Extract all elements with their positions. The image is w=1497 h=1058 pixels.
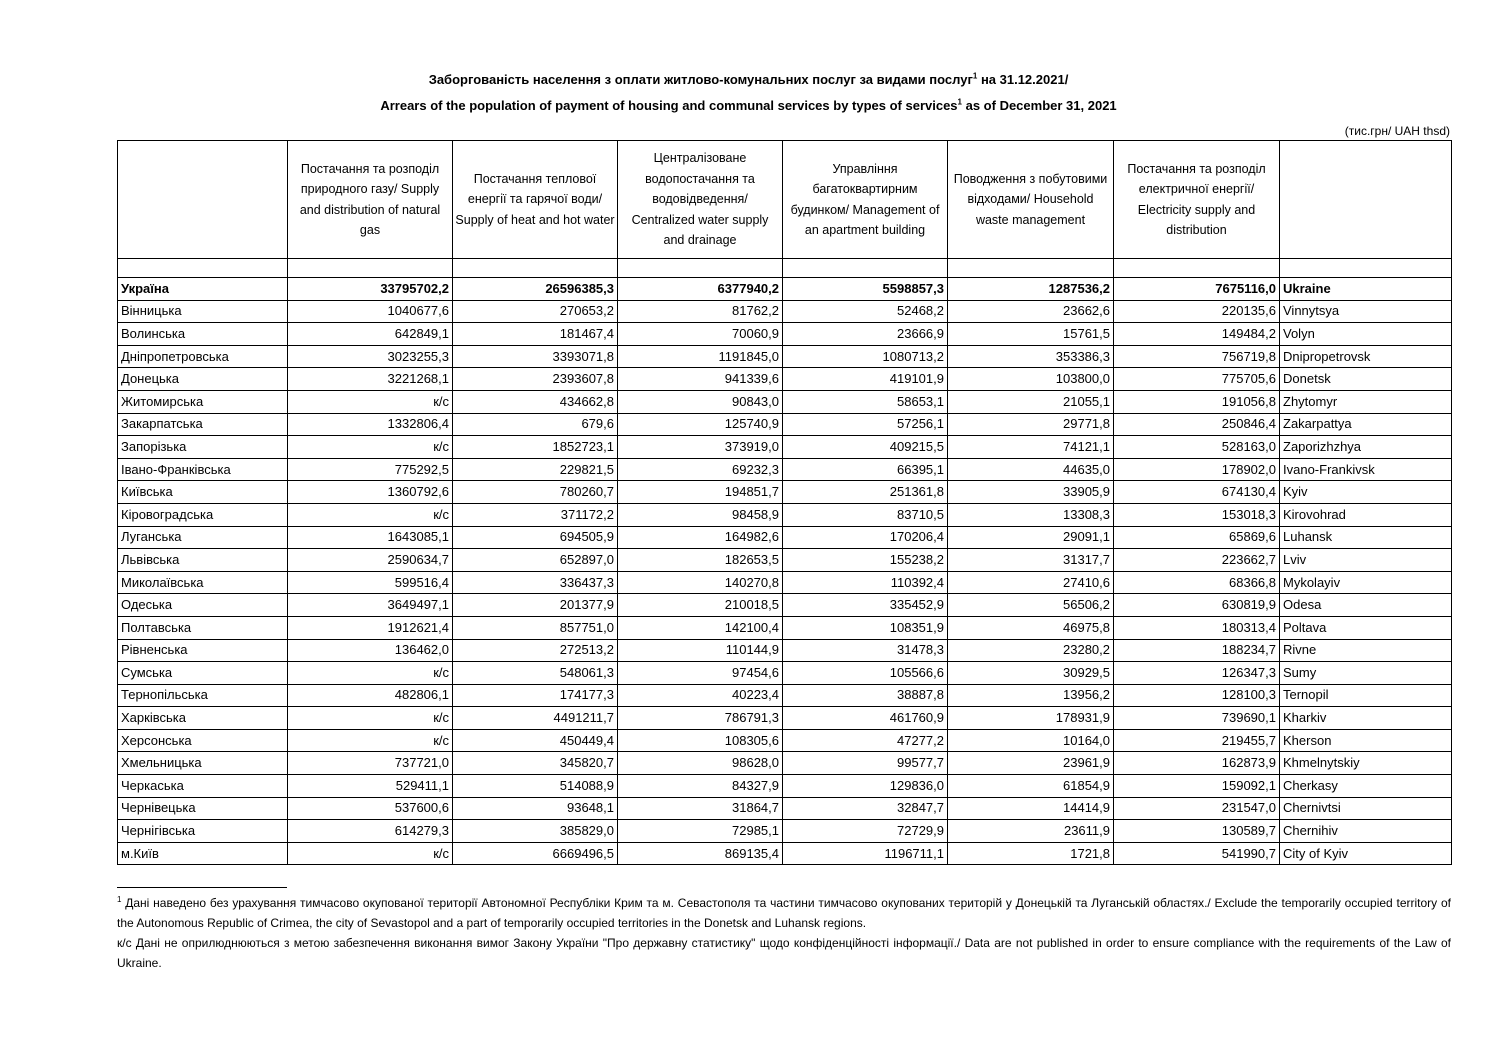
value-cell: 786791,3	[618, 707, 783, 730]
value-cell: 482806,1	[288, 684, 453, 707]
region-name-en: Khmelnytskiy	[1280, 752, 1452, 775]
region-name-uk: Київська	[118, 481, 288, 504]
region-name-en: Chernihiv	[1280, 820, 1452, 843]
value-cell: 149484,2	[1114, 323, 1280, 346]
value-cell: 7675116,0	[1114, 278, 1280, 301]
region-name-en: Ternopil	[1280, 684, 1452, 707]
value-cell: 57256,1	[783, 413, 948, 436]
value-cell: 4491211,7	[453, 707, 618, 730]
value-cell: 29771,8	[948, 413, 1114, 436]
value-cell: 29091,1	[948, 526, 1114, 549]
value-cell: 142100,4	[618, 616, 783, 639]
value-cell: 140270,8	[618, 571, 783, 594]
table-row	[118, 549, 1452, 572]
value-cell: 434662,8	[453, 390, 618, 413]
column-header: Поводження з побутовими відходами/ Household waste management	[948, 141, 1114, 259]
value-cell: 251361,8	[783, 481, 948, 504]
value-cell: 130589,7	[1114, 820, 1280, 843]
value-cell: 98628,0	[618, 752, 783, 775]
region-name-en: Kherson	[1280, 729, 1452, 752]
region-name-en: Dnipropetrovsk	[1280, 345, 1452, 368]
value-cell: 679,6	[453, 413, 618, 436]
value-cell: 136462,0	[288, 639, 453, 662]
table-row	[118, 323, 1452, 346]
table-row	[118, 752, 1452, 775]
table-row	[118, 571, 1452, 594]
value-cell: 27410,6	[948, 571, 1114, 594]
region-name-en: Odesa	[1280, 594, 1452, 617]
value-cell: 23611,9	[948, 820, 1114, 843]
region-name-uk: Кіровоградська	[118, 503, 288, 526]
table-row	[118, 662, 1452, 685]
value-cell: 514088,9	[453, 775, 618, 798]
value-cell: 125740,9	[618, 413, 783, 436]
value-cell: 652897,0	[453, 549, 618, 572]
value-cell: 371172,2	[453, 503, 618, 526]
value-cell: 737721,0	[288, 752, 453, 775]
value-cell: 31864,7	[618, 797, 783, 820]
region-name-en: Zhytomyr	[1280, 390, 1452, 413]
value-cell: 30929,5	[948, 662, 1114, 685]
table-body	[118, 259, 1452, 865]
table-row	[118, 729, 1452, 752]
column-header: Централізоване водопостачання та водовідведення/ Centralized water supply and drainage	[618, 141, 783, 259]
column-header: Постачання та розподіл природного газу/ Supply and distribution of natural gas	[288, 141, 453, 259]
region-name-uk: Харківська	[118, 707, 288, 730]
value-cell: к/с	[288, 436, 453, 459]
table-row	[118, 684, 1452, 707]
value-cell: 46975,8	[948, 616, 1114, 639]
table-row	[118, 775, 1452, 798]
footnote-2: к/с Дані не оприлюднюються з метою забезпечення виконання вимог Закону України "Про державну статистику" щодо конфіденційності інформації./ Data are not published in order to ensure compliance with the requirements of the Law of Ukraine.	[117, 936, 1451, 970]
value-cell: 231547,0	[1114, 797, 1280, 820]
value-cell: 47277,2	[783, 729, 948, 752]
value-cell: 2590634,7	[288, 549, 453, 572]
value-cell: 1360792,6	[288, 481, 453, 504]
region-name-uk: Дніпропетровська	[118, 345, 288, 368]
value-cell: 33905,9	[948, 481, 1114, 504]
value-cell: 210018,5	[618, 594, 783, 617]
value-cell: 419101,9	[783, 368, 948, 391]
table-row	[118, 481, 1452, 504]
region-name-en: Mykolayiv	[1280, 571, 1452, 594]
table-row	[118, 278, 1452, 301]
value-cell: 1040677,6	[288, 300, 453, 323]
value-cell: к/с	[288, 662, 453, 685]
value-cell: 93648,1	[453, 797, 618, 820]
value-cell: 188234,7	[1114, 639, 1280, 662]
table-row	[118, 390, 1452, 413]
value-cell: 1332806,4	[288, 413, 453, 436]
region-name-en: Volyn	[1280, 323, 1452, 346]
value-cell: 272513,2	[453, 639, 618, 662]
unit-label: (тис.грн/ UAH thsd)	[1344, 124, 1450, 138]
value-cell: 1191845,0	[618, 345, 783, 368]
value-cell: 1643085,1	[288, 526, 453, 549]
value-cell: 105566,6	[783, 662, 948, 685]
value-cell: 6377940,2	[618, 278, 783, 301]
column-header	[1280, 141, 1452, 259]
value-cell: 219455,7	[1114, 729, 1280, 752]
region-name-en: Sumy	[1280, 662, 1452, 685]
value-cell: 450449,4	[453, 729, 618, 752]
value-cell: 194851,7	[618, 481, 783, 504]
value-cell: 229821,5	[453, 458, 618, 481]
value-cell: 461760,9	[783, 707, 948, 730]
value-cell: 2393607,8	[453, 368, 618, 391]
table-row	[118, 820, 1452, 843]
value-cell: 941339,6	[618, 368, 783, 391]
value-cell: 1852723,1	[453, 436, 618, 459]
region-name-uk: Тернопільська	[118, 684, 288, 707]
value-cell: 178902,0	[1114, 458, 1280, 481]
region-name-en: Kirovohrad	[1280, 503, 1452, 526]
value-cell: 155238,2	[783, 549, 948, 572]
value-cell: 65869,6	[1114, 526, 1280, 549]
value-cell: 33795702,2	[288, 278, 453, 301]
value-cell: 128100,3	[1114, 684, 1280, 707]
value-cell: 15761,5	[948, 323, 1114, 346]
value-cell: 630819,9	[1114, 594, 1280, 617]
value-cell: 103800,0	[948, 368, 1114, 391]
region-name-uk: Одеська	[118, 594, 288, 617]
value-cell: к/с	[288, 503, 453, 526]
value-cell: 68366,8	[1114, 571, 1280, 594]
region-name-uk: Волинська	[118, 323, 288, 346]
title-uk: Заборгованість населення з оплати житлово-комунальних послуг за видами послуг$^1$ на 31.12.2021/	[428, 71, 1069, 87]
value-cell: 3221268,1	[288, 368, 453, 391]
table-row	[118, 413, 1452, 436]
value-cell: 614279,3	[288, 820, 453, 843]
value-cell: 739690,1	[1114, 707, 1280, 730]
value-cell: к/с	[288, 390, 453, 413]
value-cell: 548061,3	[453, 662, 618, 685]
column-header	[118, 141, 288, 259]
table-row	[118, 797, 1452, 820]
value-cell: 40223,4	[618, 684, 783, 707]
region-name-uk: м.Київ	[118, 842, 288, 865]
value-cell: 178931,9	[948, 707, 1114, 730]
value-cell: 869135,4	[618, 842, 783, 865]
table-row	[118, 368, 1452, 391]
value-cell: 335452,9	[783, 594, 948, 617]
value-cell: к/с	[288, 729, 453, 752]
value-cell: 98458,9	[618, 503, 783, 526]
region-name-en: City of Kyiv	[1280, 842, 1452, 865]
region-name-en: Cherkasy	[1280, 775, 1452, 798]
value-cell: 1196711,1	[783, 842, 948, 865]
footnote-divider	[117, 887, 287, 888]
region-name-uk: Запорізька	[118, 436, 288, 459]
value-cell: 181467,4	[453, 323, 618, 346]
region-name-uk: Черкаська	[118, 775, 288, 798]
title-en: Arrears of the population of payment of housing and communal services by types of services$^1$ as of December 31, 2021	[380, 97, 1117, 113]
value-cell: 345820,7	[453, 752, 618, 775]
column-header: Постачання та розподіл електричної енергії/ Electricity supply and distribution	[1114, 141, 1280, 259]
value-cell: 1287536,2	[948, 278, 1114, 301]
value-cell: 74121,1	[948, 436, 1114, 459]
value-cell: 10164,0	[948, 729, 1114, 752]
value-cell: 31478,3	[783, 639, 948, 662]
value-cell: 857751,0	[453, 616, 618, 639]
value-cell: 3393071,8	[453, 345, 618, 368]
value-cell: 250846,4	[1114, 413, 1280, 436]
value-cell: 780260,7	[453, 481, 618, 504]
table-row	[118, 594, 1452, 617]
value-cell: 13308,3	[948, 503, 1114, 526]
value-cell: 756719,8	[1114, 345, 1280, 368]
region-name-en: Donetsk	[1280, 368, 1452, 391]
value-cell: 44635,0	[948, 458, 1114, 481]
value-cell: 1912621,4	[288, 616, 453, 639]
table-row	[118, 526, 1452, 549]
value-cell: 21055,1	[948, 390, 1114, 413]
region-name-en: Luhansk	[1280, 526, 1452, 549]
region-name-en: Chernivtsi	[1280, 797, 1452, 820]
value-cell: 180313,4	[1114, 616, 1280, 639]
value-cell: 153018,3	[1114, 503, 1280, 526]
region-name-uk: Вінницька	[118, 300, 288, 323]
value-cell: 220135,6	[1114, 300, 1280, 323]
value-cell: 110392,4	[783, 571, 948, 594]
value-cell: 170206,4	[783, 526, 948, 549]
value-cell: 528163,0	[1114, 436, 1280, 459]
value-cell: 201377,9	[453, 594, 618, 617]
table-row	[118, 503, 1452, 526]
region-name-en: Zaporizhzhya	[1280, 436, 1452, 459]
region-name-en: Rivne	[1280, 639, 1452, 662]
arrears-table	[117, 140, 1452, 865]
value-cell: 537600,6	[288, 797, 453, 820]
value-cell: 1080713,2	[783, 345, 948, 368]
value-cell: 182653,5	[618, 549, 783, 572]
value-cell: 23280,2	[948, 639, 1114, 662]
value-cell: 162873,9	[1114, 752, 1280, 775]
region-name-uk: Рівненська	[118, 639, 288, 662]
value-cell: 108351,9	[783, 616, 948, 639]
value-cell: 126347,3	[1114, 662, 1280, 685]
region-name-uk: Івано-Франківська	[118, 458, 288, 481]
value-cell: 174177,3	[453, 684, 618, 707]
region-name-uk: Донецька	[118, 368, 288, 391]
value-cell: 69232,3	[618, 458, 783, 481]
region-name-en: Zakarpattya	[1280, 413, 1452, 436]
value-cell: 108305,6	[618, 729, 783, 752]
value-cell: 159092,1	[1114, 775, 1280, 798]
value-cell: 31317,7	[948, 549, 1114, 572]
table-row	[118, 707, 1452, 730]
table-row	[118, 639, 1452, 662]
region-name-uk: Закарпатська	[118, 413, 288, 436]
value-cell: 70060,9	[618, 323, 783, 346]
value-cell: 385829,0	[453, 820, 618, 843]
value-cell: 13956,2	[948, 684, 1114, 707]
value-cell: 694505,9	[453, 526, 618, 549]
table-row	[118, 300, 1452, 323]
value-cell: 23961,9	[948, 752, 1114, 775]
region-name-en: Poltava	[1280, 616, 1452, 639]
value-cell: 66395,1	[783, 458, 948, 481]
region-name-uk: Україна	[118, 278, 288, 301]
value-cell: 5598857,3	[783, 278, 948, 301]
region-name-uk: Полтавська	[118, 616, 288, 639]
region-name-uk: Львівська	[118, 549, 288, 572]
value-cell: 56506,2	[948, 594, 1114, 617]
value-cell: 58653,1	[783, 390, 948, 413]
value-cell: 26596385,3	[453, 278, 618, 301]
region-name-uk: Житомирська	[118, 390, 288, 413]
value-cell: 97454,6	[618, 662, 783, 685]
value-cell: 72729,9	[783, 820, 948, 843]
value-cell: 72985,1	[618, 820, 783, 843]
value-cell: 353386,3	[948, 345, 1114, 368]
value-cell: 61854,9	[948, 775, 1114, 798]
value-cell: 23662,6	[948, 300, 1114, 323]
column-header: Постачання теплової енергії та гарячої води/ Supply of heat and hot water	[453, 141, 618, 259]
value-cell: к/с	[288, 842, 453, 865]
region-name-uk: Херсонська	[118, 729, 288, 752]
region-name-en: Ivano-Frankivsk	[1280, 458, 1452, 481]
value-cell: 32847,7	[783, 797, 948, 820]
value-cell: 529411,1	[288, 775, 453, 798]
region-name-uk: Луганська	[118, 526, 288, 549]
value-cell: 52468,2	[783, 300, 948, 323]
value-cell: 223662,7	[1114, 549, 1280, 572]
region-name-uk: Хмельницька	[118, 752, 288, 775]
table-row	[118, 842, 1452, 865]
table-row	[118, 345, 1452, 368]
region-name-en: Kyiv	[1280, 481, 1452, 504]
region-name-en: Lviv	[1280, 549, 1452, 572]
value-cell: 99577,7	[783, 752, 948, 775]
table-row	[118, 616, 1452, 639]
value-cell: 164982,6	[618, 526, 783, 549]
header-row	[118, 141, 1452, 259]
region-name-en: Kharkiv	[1280, 707, 1452, 730]
value-cell: 38887,8	[783, 684, 948, 707]
value-cell: 23666,9	[783, 323, 948, 346]
value-cell: 84327,9	[618, 775, 783, 798]
value-cell: 1721,8	[948, 842, 1114, 865]
value-cell: 14414,9	[948, 797, 1114, 820]
region-name-en: Vinnytsya	[1280, 300, 1452, 323]
value-cell: 81762,2	[618, 300, 783, 323]
value-cell: 373919,0	[618, 436, 783, 459]
value-cell: 3023255,3	[288, 345, 453, 368]
table-row	[118, 436, 1452, 459]
value-cell: 541990,7	[1114, 842, 1280, 865]
value-cell: 6669496,5	[453, 842, 618, 865]
footnote-1: $^1$ Дані наведено без урахування тимчасово окупованої території Автономної Республіки Крим та м. Севастополя та частини тимчасово окупованих територій у Донецькій та Луганській областях./ Exclude the temporarily occupied territory of the Autonomous Republic of Crimea, the city of Sevastopol and a part of temporarily occupied territories in the Donetsk and Luhansk regions.	[117, 895, 1451, 930]
value-cell: 599516,4	[288, 571, 453, 594]
value-cell: 191056,8	[1114, 390, 1280, 413]
value-cell: 270653,2	[453, 300, 618, 323]
region-name-uk: Сумська	[118, 662, 288, 685]
region-name-uk: Чернігівська	[118, 820, 288, 843]
value-cell: 674130,4	[1114, 481, 1280, 504]
value-cell: 90843,0	[618, 390, 783, 413]
value-cell: 409215,5	[783, 436, 948, 459]
value-cell: 3649497,1	[288, 594, 453, 617]
value-cell: 110144,9	[618, 639, 783, 662]
region-name-uk: Миколаївська	[118, 571, 288, 594]
region-name-uk: Чернівецька	[118, 797, 288, 820]
column-header: Управління багатоквартирним будинком/ Management of an apartment building	[783, 141, 948, 259]
region-name-en: Ukraine	[1280, 278, 1452, 301]
value-cell: 129836,0	[783, 775, 948, 798]
value-cell: 336437,3	[453, 571, 618, 594]
value-cell: 775705,6	[1114, 368, 1280, 391]
spacer-row	[118, 259, 1452, 278]
value-cell: 775292,5	[288, 458, 453, 481]
value-cell: 83710,5	[783, 503, 948, 526]
value-cell: к/с	[288, 707, 453, 730]
value-cell: 642849,1	[288, 323, 453, 346]
table-row	[118, 458, 1452, 481]
